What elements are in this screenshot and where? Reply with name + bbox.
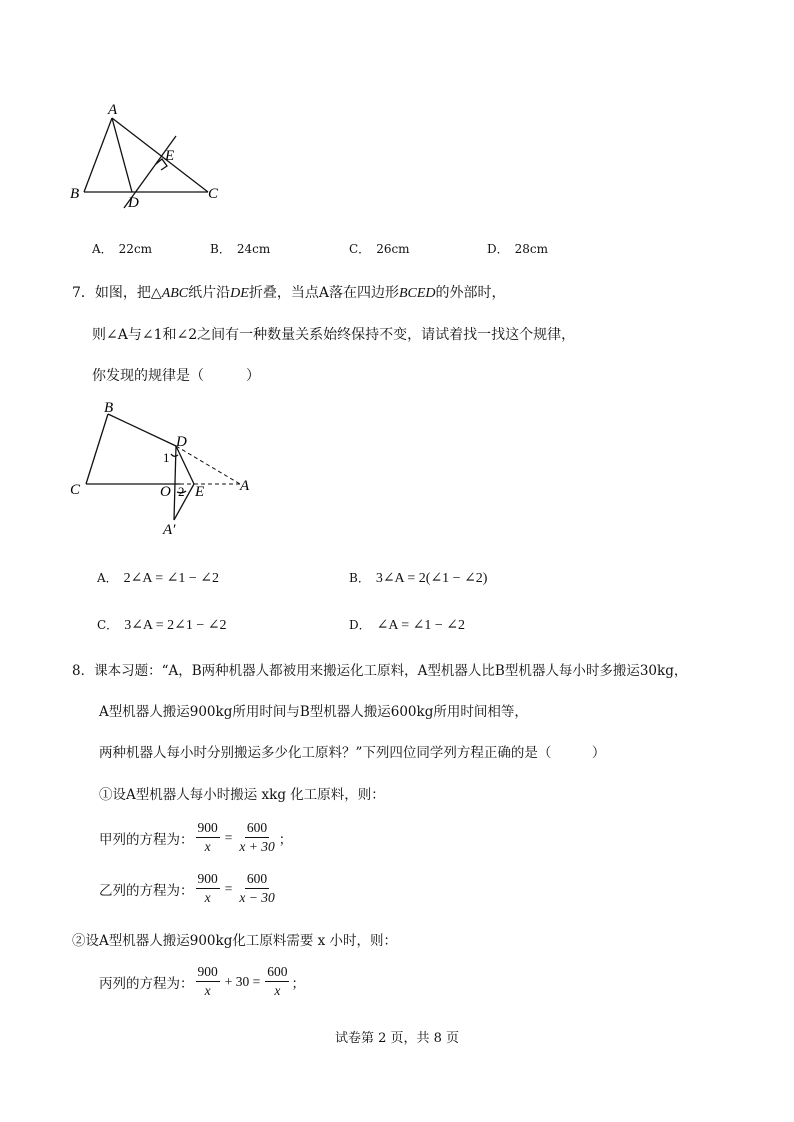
q8-stem-line2: A型机器人搬运900kg所用时间与B型机器人搬运600kg所用时间相等， [99,704,528,720]
bing-left-fraction: $\frac{900}{x}$ [197,964,218,998]
fig7-label-2: 2 [178,484,185,499]
fig6-label-E: E [165,148,175,164]
q8-stem-line3: 两种机器人每小时分别搬运多少化工原料？”下列四位同学列方程正确的是（ ） [99,745,606,761]
fig7-label-E: E [195,484,205,500]
fig7-label-D: D [176,434,187,450]
seg-DAprime [174,446,176,520]
q8-stem-line1: 8．课本习题：“A，B两种机器人都被用来搬运化工原料，A型机器人比B型机器人每小时多搬运30kg， [72,663,688,679]
fig7-label-Aprime: A′ [163,522,176,538]
bing-right-fraction: $\frac{600}{x}$ [267,964,288,998]
fig7-label-B: B [104,400,114,416]
yi-right-fraction: $\frac{600}{x - 30}$ [239,871,275,905]
q6-option-a[interactable]: A． 22cm [92,242,153,256]
q6-option-c[interactable]: C． 26cm [349,242,410,256]
angle-1-arc [171,454,178,456]
q7-stem-line3: 你发现的规律是（ ） [92,368,260,384]
fig6-label-B: B [70,186,80,202]
q6-option-d[interactable]: D． 28cm [487,242,548,256]
fig7-label-1: 1 [163,450,170,465]
jia-right-fraction: $\frac{600}{x + 30}$ [239,820,275,854]
jia-left-fraction: $\frac{900}{x}$ [197,820,218,854]
seg-AB [84,118,112,192]
fig6-label-A: A [108,102,118,118]
figure-q7-fold [60,400,270,540]
seg-AD [112,118,132,192]
equation-yi: 乙列的方程为： $\frac{900}{x}$ = $\frac{600}{x - 30}$ [99,871,275,905]
q8-setup-1: ①设A型机器人每小时搬运 xkg 化工原料，则： [99,787,385,803]
figure-q6-triangle [60,100,240,215]
fig7-label-C: C [70,482,81,498]
fig7-label-O: O [160,484,171,500]
yi-left-fraction: $\frac{900}{x}$ [197,871,218,905]
seg-BC [86,414,108,484]
seg-BD [108,414,176,446]
q7-stem-line1: 7．如图，把△ABC纸片沿DE折叠，当点A落在四边形BCED的外部时， [72,285,506,301]
fig7-label-A: A [240,478,250,494]
q7-option-d[interactable]: D． ∠A = ∠1 − ∠2 [349,618,465,633]
q7-stem-line2: 则∠A与∠1和∠2之间有一种数量关系始终保持不变，请试着找一找这个规律， [92,327,576,343]
fig6-label-D: D [128,195,139,211]
q8-setup-2: ②设A型机器人搬运900kg化工原料需要 x 小时，则： [72,933,398,949]
fig6-label-C: C [208,186,219,202]
q7-option-b[interactable]: B． 3∠A = 2(∠1 − ∠2) [349,571,488,586]
equation-bing: 丙列的方程为： $\frac{900}{x}$ + 30 = $\frac{600}{x}$ ； [99,964,305,998]
equation-jia: 甲列的方程为： $\frac{900}{x}$ = $\frac{600}{x + 30}$ ； [99,820,293,854]
q7-option-c[interactable]: C． 3∠A = 2∠1 − ∠2 [97,618,227,633]
seg-AC [112,118,208,192]
q6-option-b[interactable]: B． 24cm [210,242,271,256]
page-footer: 试卷第 2 页，共 8 页 [334,1031,460,1046]
q7-option-a[interactable]: A． 2∠A = ∠1 − ∠2 [97,571,219,586]
